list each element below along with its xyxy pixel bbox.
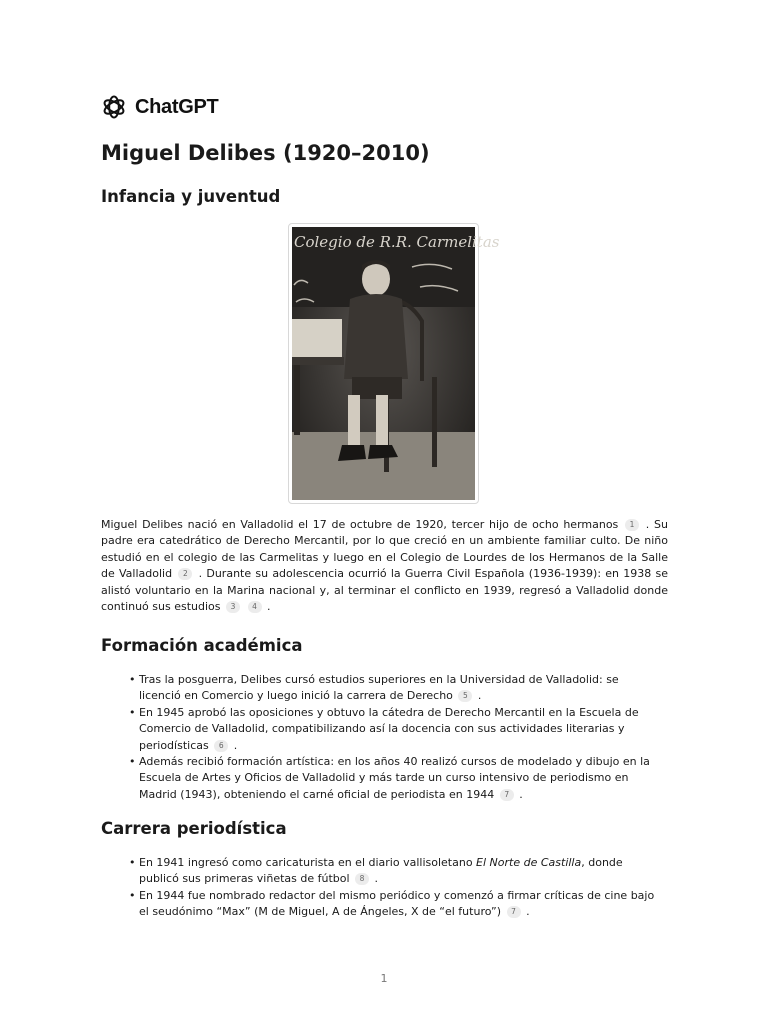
boy-photograph (292, 227, 500, 500)
infancia-text-1: Miguel Delibes nació en Valladolid el 17 de octubre de 1920, tercer hijo de ocho hermanos (101, 518, 619, 531)
list-item (129, 754, 660, 803)
logo-text: ChatGPT (135, 95, 219, 118)
list-item-text: Tras la posguerra, Delibes cursó estudios superiores en la Universidad de Valladolid: se licenció en Comercio y luego inició la carrera de Derecho (139, 673, 619, 703)
list-item (129, 855, 660, 888)
citation-badge[interactable]: 5 (458, 690, 472, 702)
infancia-text-2: . Su padre era catedrático de Derecho Mercantil, por lo que creció en un ambiente familiar culto. De niño estudió en el colegio de las Carmelitas y luego en el Colegio de Lourdes de los Hermanos de la Salle de Valladolid (101, 518, 668, 581)
childhood-photo (288, 223, 500, 504)
list-item-text: Además recibió formación artística: en los años 40 realizó cursos de modelado y dibujo en la Escuela de Artes y Oficios de Valladolid y más tarde un curso intensivo de periodismo en Madrid (1943), obteniendo el carné oficial de periodista en 1944 (139, 755, 650, 801)
citation-badge[interactable]: 4 (248, 601, 262, 613)
list-item (129, 888, 660, 921)
citation-badge[interactable]: 6 (214, 740, 228, 752)
list-item-text: En 1944 fue nombrado redactor del mismo periódico y comenzó a firmar críticas de cine bajo el seudónimo “Max” (M de Miguel, A de Ángeles, X de “el futuro”) (139, 888, 655, 919)
heading-formacion: Formación académica (101, 636, 303, 655)
carrera-list (129, 855, 660, 921)
citation-badge[interactable]: 2 (178, 568, 192, 580)
citation-badge[interactable]: 7 (500, 789, 514, 801)
photo-chalk-text: Colegio de R.R. Carmelitas (294, 233, 500, 251)
infancia-paragraph (101, 517, 668, 615)
newspaper-title: El Norte de Castilla (476, 856, 582, 869)
openai-icon (101, 94, 127, 120)
heading-carrera: Carrera periodística (101, 819, 287, 838)
list-item (129, 705, 660, 754)
citation-badge[interactable]: 7 (507, 906, 521, 918)
infancia-text-end: . (267, 600, 271, 614)
list-item-end: . (526, 905, 530, 919)
citation-badge[interactable]: 1 (625, 519, 639, 531)
chatgpt-logo (101, 94, 218, 120)
list-item (129, 672, 660, 705)
citation-badge[interactable]: 8 (355, 873, 369, 885)
infancia-text-3: . Durante su adolescencia ocurrió la Guerra Civil Española (1936-1939): en 1938 se alistó voluntario en la Marina nacional y, al terminar el conflicto en 1939, regresó a Valladolid donde continuó sus estudios (101, 567, 669, 614)
page-number: 1 (380, 972, 388, 985)
list-item-end: . (233, 738, 238, 752)
page-title: Miguel Delibes (1920–2010) (101, 141, 430, 165)
list-item-text: En 1945 aprobó las oposiciones y obtuvo la cátedra de Derecho Mercantil en la Escuela de Comercio de Valladolid, compatibilizando así la docencia con sus actividades literarias y periodísticas (139, 705, 639, 752)
heading-infancia: Infancia y juventud (101, 187, 281, 206)
list-item-end: . (477, 689, 482, 703)
formacion-list (129, 672, 660, 803)
list-item-end: . (519, 787, 523, 801)
list-item-end: . (374, 872, 379, 886)
citation-badge[interactable]: 3 (226, 601, 240, 613)
list-item-text: En 1941 ingresó como caricaturista en el diario vallisoletano (139, 856, 477, 869)
list-item-text: , donde publicó sus primeras viñetas de fútbol (139, 856, 623, 886)
